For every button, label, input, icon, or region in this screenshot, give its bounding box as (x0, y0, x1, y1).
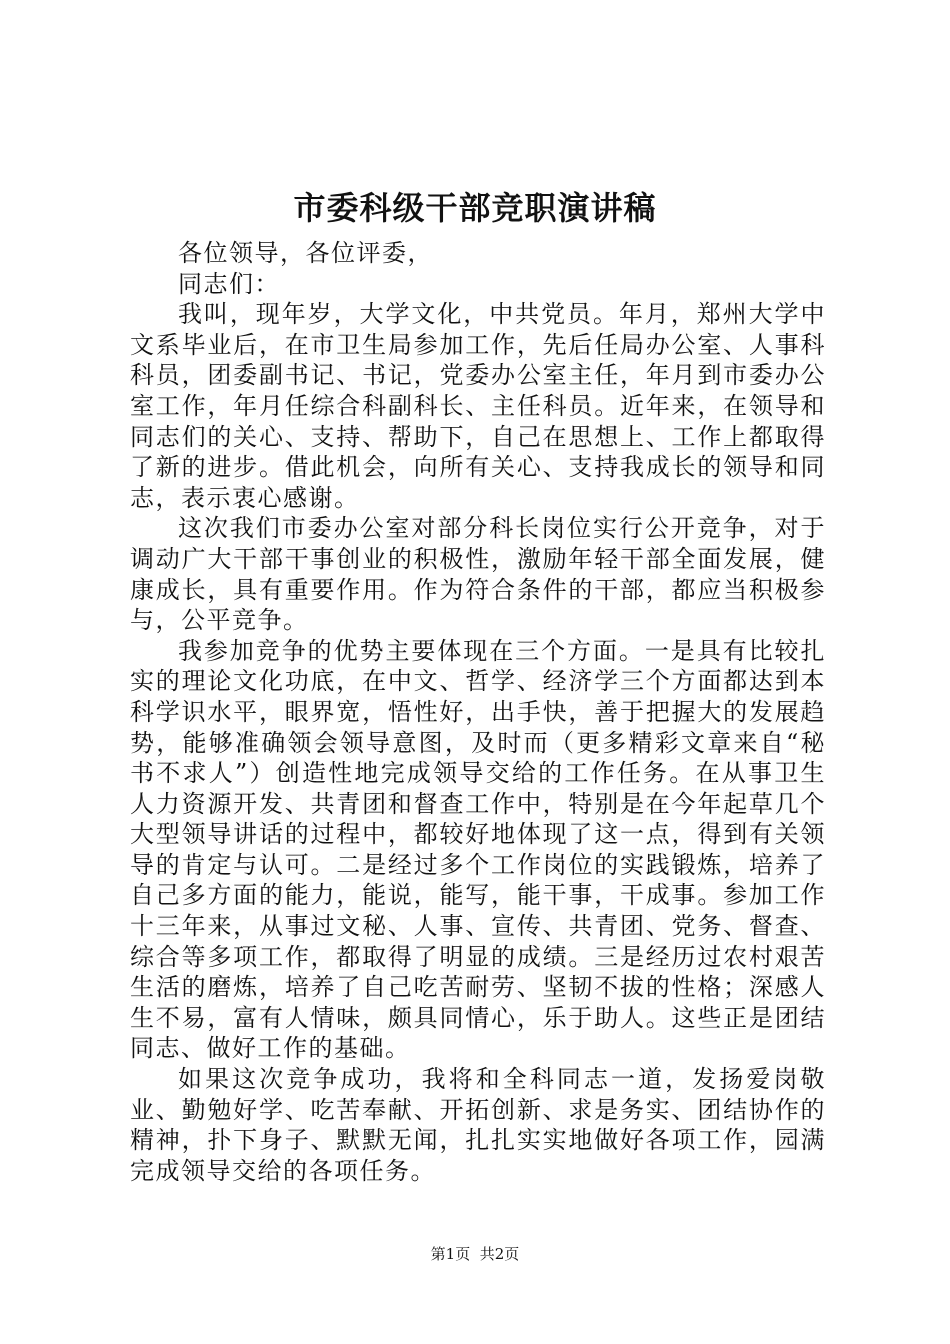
paragraph-intro: 我叫，现年岁，大学文化，中共党员。年月，郑州大学中文系毕业后，在市卫生局参加工作，先后任局办公室、人事科科员，团委副书记、书记，党委办公室主任，年月到市委办公室工作，年月任综合科副科长、主任科员。近年来，在领导和同志们的关心、支持、帮助下，自己在思想上、工作上都取得了新的进步。借此机会，向所有关心、支持我成长的领导和同志，表示衷心感谢。 (130, 300, 826, 512)
page-footer (0, 1244, 950, 1264)
document-title: 市委科级干部竞职演讲稿 (293, 189, 657, 227)
paragraph-advantages: 我参加竞争的优势主要体现在三个方面。一是具有比较扎实的理论文化功底，在中文、哲学、经济学三个方面都达到本科学识水平，眼界宽，悟性好，出手快，善于把握大的发展趋势，能够准确领会领导意图，及时而（更多精彩文章来自“秘书不求人”）创造性地完成领导交给的工作任务。在从事卫生人力资源开发、共青团和督查工作中，特别是在今年起草几个大型领导讲话的过程中，都较好地体现了这一点，得到有关领导的肯定与认可。二是经过多个工作岗位的实践锻炼，培养了自己多方面的能力，能说，能写，能干事，干成事。参加工作十三年来，从事过文秘、人事、宣传、共青团、党务、督查、综合等多项工作，都取得了明显的成绩。三是经历过农村艰苦生活的磨炼，培养了自己吃苦耐劳、坚韧不拔的性格；深感人生不易，富有人情味，颇具同情心，乐于助人。这些正是团结同志、做好工作的基础。 (130, 636, 826, 1063)
paragraph-competition: 这次我们市委办公室对部分科长岗位实行公开竞争，对于调动广大干部干事创业的积极性，激励年轻干部全面发展，健康成长，具有重要作用。作为符合条件的干部，都应当积极参与，公平竞争。 (130, 514, 826, 635)
page-number-total: 共2页 (479, 1245, 520, 1263)
salutation-line-1: 各位领导，各位评委， (178, 239, 433, 267)
page-number-current: 第1页 (430, 1245, 471, 1263)
document-body (130, 238, 826, 1186)
salutation-line-2: 同志们： (178, 269, 280, 298)
paragraph-commitment: 如果这次竞争成功，我将和全科同志一道，发扬爱岗敬业、勤勉好学、吃苦奉献、开拓创新、求是务实、团结协作的精神，扑下身子、默默无闻，扎扎实实地做好各项工作，园满完成领导交给的各项任务。 (130, 1065, 826, 1185)
